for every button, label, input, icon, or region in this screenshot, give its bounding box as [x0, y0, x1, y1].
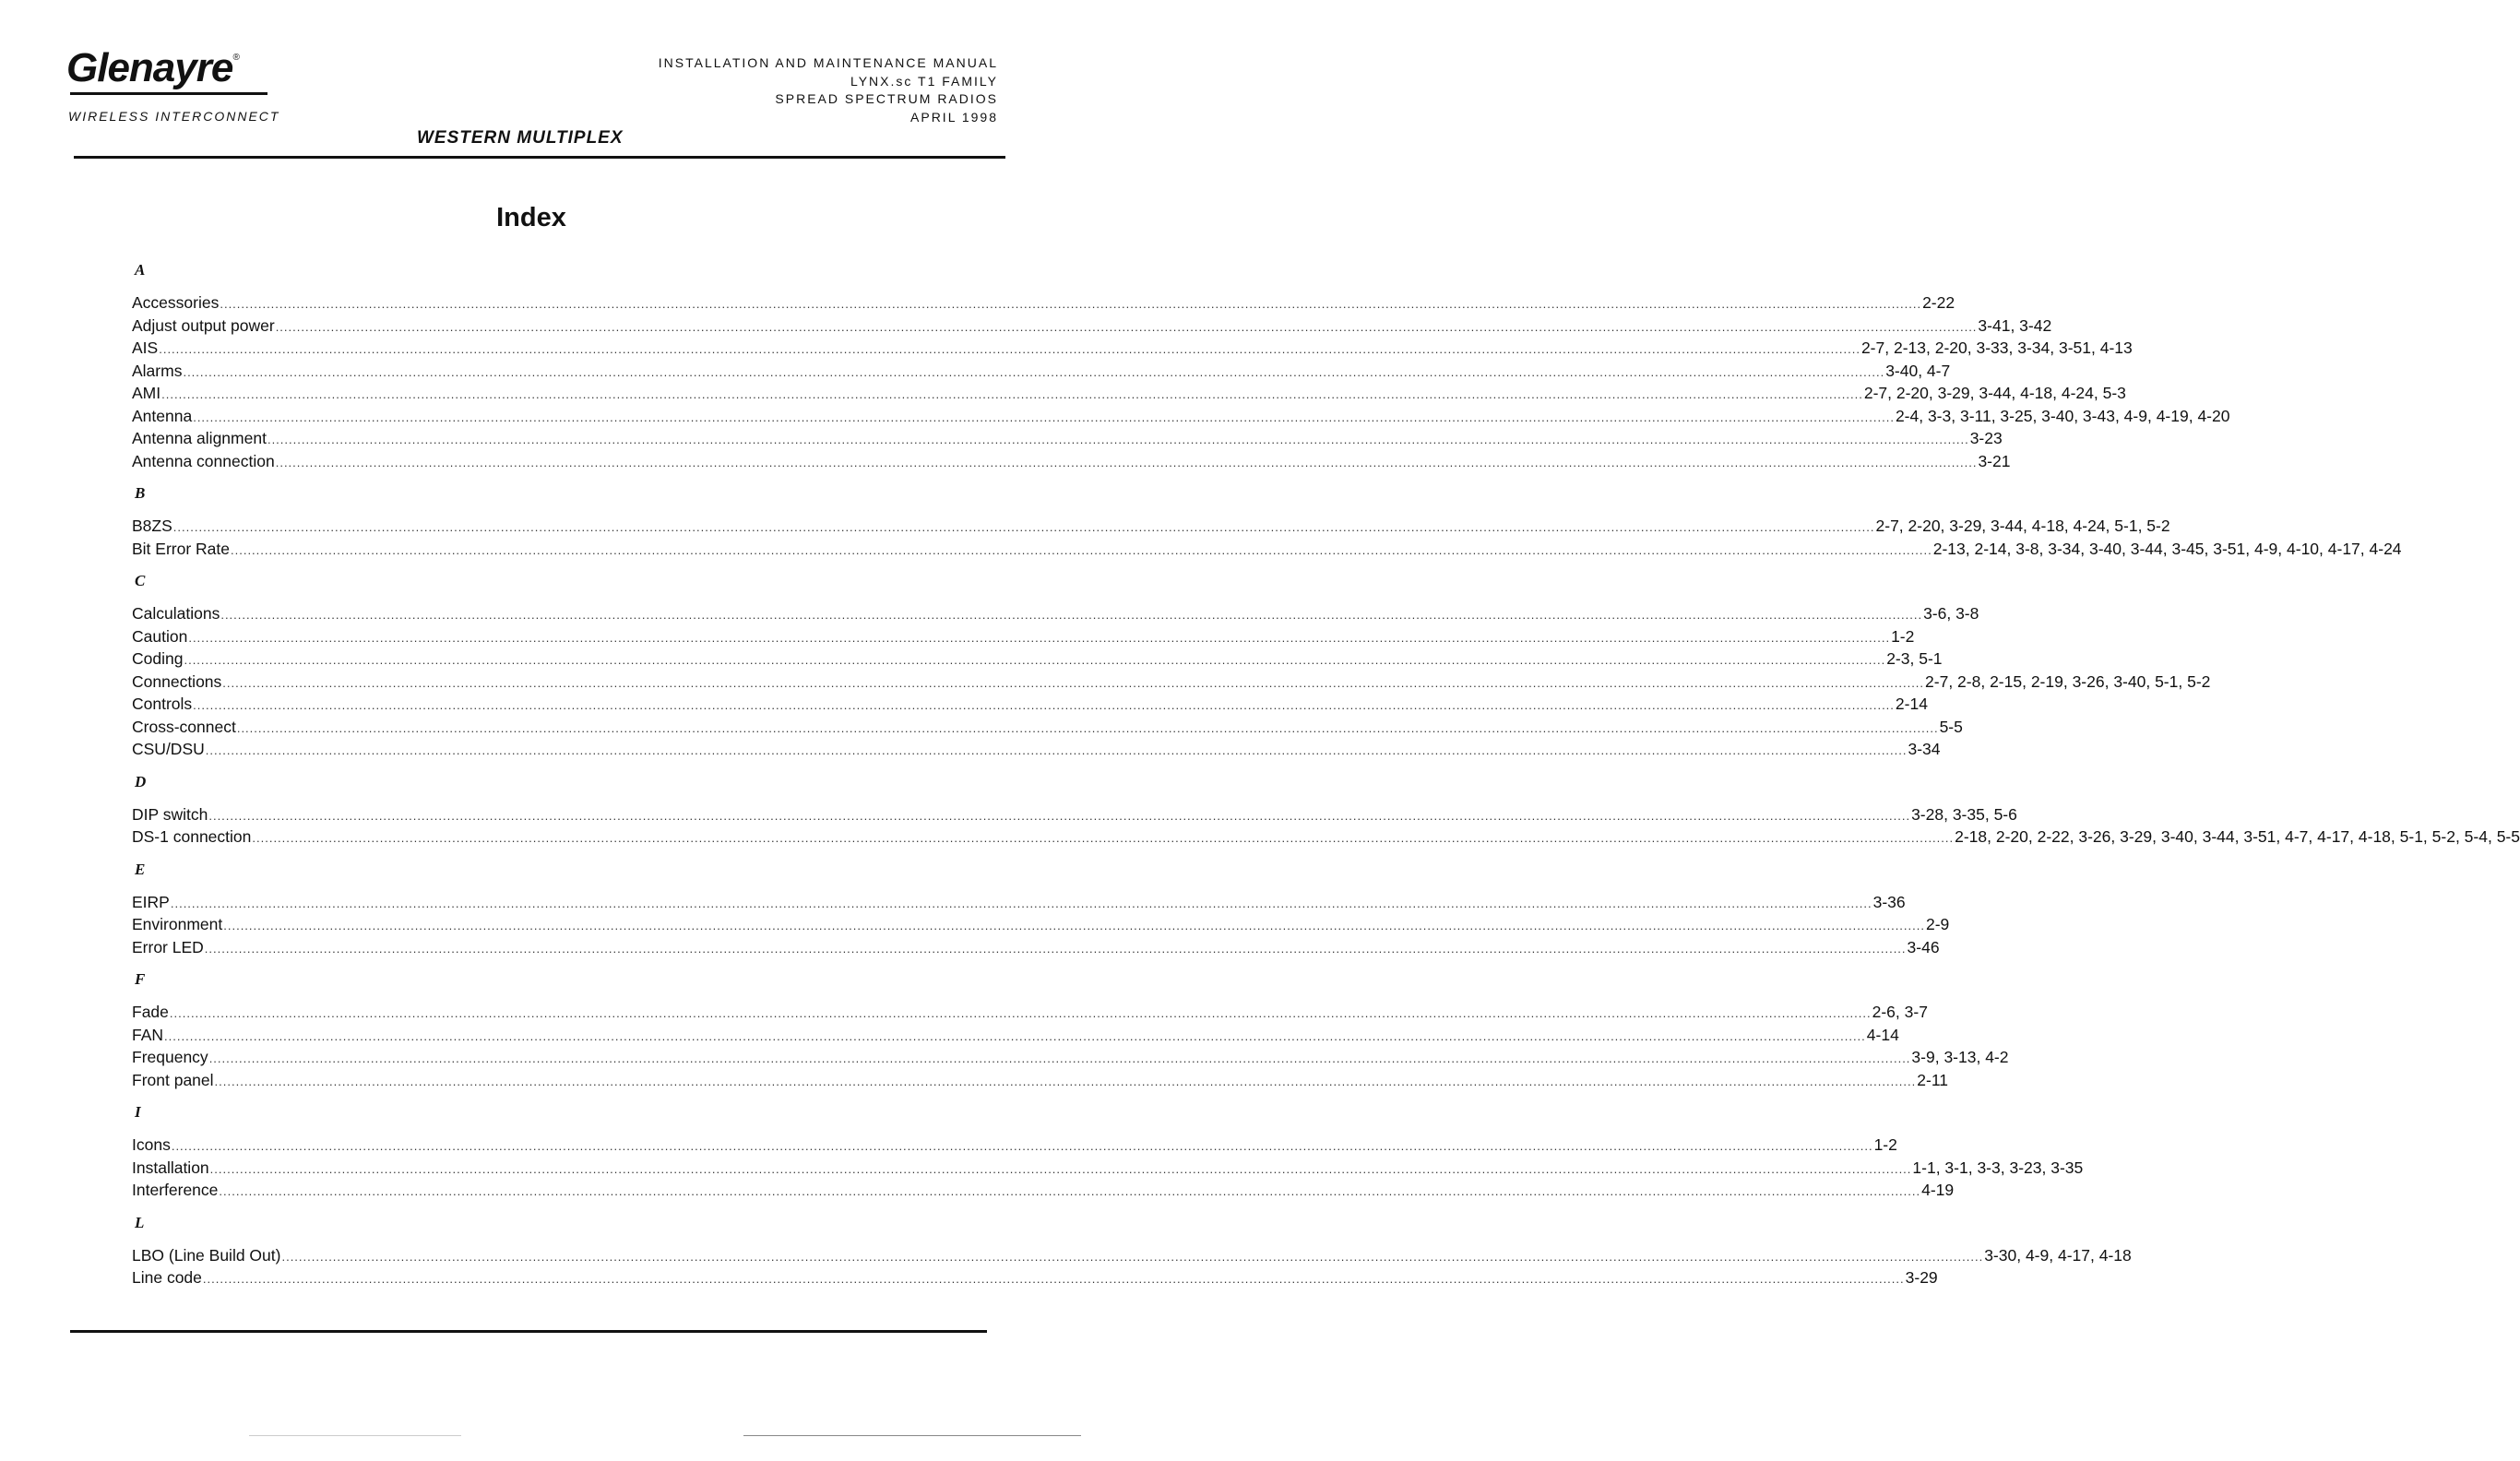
index-entry [132, 826, 2520, 849]
page-references: 3-30, 4-9, 4-17, 4-18 [1984, 1245, 2132, 1265]
index-entry [132, 1001, 1928, 1024]
index-entry [132, 647, 1943, 671]
section-letter: B [135, 484, 146, 502]
index-term: Controls [132, 695, 193, 713]
index-entry [132, 625, 1915, 648]
index-term: Coding [132, 649, 184, 668]
index-entry [132, 1046, 2009, 1069]
index-term: Bit Error Rate [132, 539, 230, 558]
dot-leader: ................................................................................................................................................................................................................................................................................................................................................................................................................ [208, 1051, 1911, 1065]
index-section [132, 1211, 2132, 1289]
index-term: Fade [132, 1003, 169, 1021]
page-references: 3-23 [1969, 429, 2003, 447]
page-references: 4-14 [1866, 1025, 1899, 1044]
division-name: WESTERN MULTIPLEX [417, 128, 624, 148]
index-term: Cross-connect [132, 717, 236, 736]
index-entry [132, 405, 2230, 428]
dot-leader: ................................................................................................................................................................................................................................................................................................................................................................................................................ [170, 896, 1872, 910]
index-term: Environment [132, 915, 223, 933]
index-list [132, 258, 2520, 1299]
index-term: Installation [132, 1158, 209, 1177]
dot-leader: ................................................................................................................................................................................................................................................................................................................................................................................................................ [267, 433, 1969, 446]
index-term: Interference [132, 1181, 219, 1199]
index-term: Adjust output power [132, 315, 275, 335]
index-entry [132, 1244, 2132, 1267]
page-references: 3-41, 3-42 [1978, 315, 2052, 335]
manual-info [659, 54, 998, 126]
page-references: 2-7, 2-8, 2-15, 2-19, 3-26, 3-40, 5-1, 5-2 [1925, 671, 2211, 691]
page-references: 3-46 [1907, 937, 1940, 956]
page-references: 2-3, 5-1 [1886, 649, 1943, 668]
index-section [132, 258, 2230, 472]
page-references: 2-7, 2-20, 3-29, 3-44, 4-18, 4-24, 5-3 [1863, 384, 2126, 402]
index-term: DIP switch [132, 804, 208, 824]
index-entry [132, 515, 2170, 538]
index-entry [132, 1179, 1955, 1202]
section-letter: E [135, 860, 146, 878]
page-references: 3-6, 3-8 [1923, 604, 1979, 623]
index-term: EIRP [132, 892, 170, 911]
index-section [132, 858, 1950, 959]
dot-leader: ................................................................................................................................................................................................................................................................................................................................................................................................................ [236, 720, 1939, 735]
index-entry [132, 1157, 2084, 1180]
index-entry [132, 315, 2052, 338]
dot-leader: ................................................................................................................................................................................................................................................................................................................................................................................................................ [208, 808, 1911, 823]
dot-leader: ................................................................................................................................................................................................................................................................................................................................................................................................................ [220, 297, 1922, 311]
section-letter: C [135, 572, 146, 589]
page-references: 3-34 [1908, 740, 1941, 758]
footer-rule [70, 1330, 987, 1333]
dot-leader: ................................................................................................................................................................................................................................................................................................................................................................................................................ [281, 1249, 1984, 1264]
index-term: Antenna [132, 406, 193, 425]
page-references: 2-6, 3-7 [1872, 1003, 1928, 1021]
page-title: Index [496, 203, 566, 232]
index-term: Icons [132, 1135, 171, 1154]
index-entry [132, 693, 1928, 716]
dot-leader: ................................................................................................................................................................................................................................................................................................................................................................................................................ [204, 941, 1907, 956]
index-term: AMI [132, 384, 161, 402]
index-entry [132, 538, 2402, 561]
page-references: 2-9 [1925, 915, 1950, 933]
dot-leader: ................................................................................................................................................................................................................................................................................................................................................................................................................ [184, 653, 1886, 667]
page-references: 4-19 [1921, 1181, 1955, 1199]
page-references: 3-29 [1905, 1268, 1938, 1287]
index-entry [132, 738, 1941, 761]
page-references: 2-11 [1917, 1070, 1948, 1089]
index-entry [132, 337, 2133, 360]
index-term: DS-1 connection [132, 827, 252, 846]
manual-title: INSTALLATION AND MAINTENANCE MANUAL [658, 55, 998, 70]
dot-leader: ................................................................................................................................................................................................................................................................................................................................................................................................................ [209, 1161, 1912, 1176]
index-term: Accessories [132, 293, 220, 312]
dot-leader: ................................................................................................................................................................................................................................................................................................................................................................................................................ [161, 387, 1863, 401]
index-section [132, 770, 2520, 849]
index-term: CSU/DSU [132, 740, 205, 758]
scan-artifact [743, 1435, 1081, 1436]
page-references: 2-13, 2-14, 3-8, 3-34, 3-40, 3-44, 3-45, 3-51, 4-9, 4-10, 4-17, 4-24 [1932, 539, 2402, 558]
index-entry [132, 913, 1950, 936]
dot-leader: ................................................................................................................................................................................................................................................................................................................................................................................................................ [169, 1006, 1872, 1020]
dot-leader: ................................................................................................................................................................................................................................................................................................................................................................................................................ [172, 520, 1875, 534]
dot-leader: ................................................................................................................................................................................................................................................................................................................................................................................................................ [231, 542, 1932, 557]
index-entry [132, 602, 1979, 625]
index-entry [132, 360, 1951, 383]
dot-leader: ................................................................................................................................................................................................................................................................................................................................................................................................................ [164, 1028, 1866, 1043]
index-term: LBO (Line Build Out) [132, 1245, 281, 1265]
dot-leader: ................................................................................................................................................................................................................................................................................................................................................................................................................ [202, 1272, 1905, 1286]
header-rule [74, 156, 1005, 159]
index-section [132, 481, 2402, 560]
page-references: 2-7, 2-13, 2-20, 3-33, 3-34, 3-51, 4-13 [1860, 339, 2133, 357]
company-logo [66, 45, 239, 90]
index-term: B8ZS [132, 517, 172, 535]
dot-leader: ................................................................................................................................................................................................................................................................................................................................................................................................................ [223, 919, 1925, 932]
dot-leader: ................................................................................................................................................................................................................................................................................................................................................................................................................ [205, 743, 1908, 757]
index-entry [132, 450, 2011, 473]
dot-leader: ................................................................................................................................................................................................................................................................................................................................................................................................................ [252, 831, 1955, 845]
product-family: LYNX.sc T1 FAMILY [850, 73, 998, 89]
index-term: Connections [132, 671, 222, 691]
dot-leader: ................................................................................................................................................................................................................................................................................................................................................................................................................ [275, 455, 1978, 469]
index-entry [132, 803, 2017, 826]
index-section [132, 569, 2211, 761]
index-term: Alarms [132, 361, 183, 380]
scan-artifact [249, 1435, 461, 1436]
index-entry [132, 427, 2003, 450]
index-entry [132, 936, 1940, 959]
index-term: Antenna alignment [132, 429, 267, 447]
index-entry [132, 1024, 1899, 1047]
index-entry [132, 291, 1955, 315]
page-references: 3-9, 3-13, 4-2 [1911, 1048, 2009, 1066]
dot-leader: ................................................................................................................................................................................................................................................................................................................................................................................................................ [188, 630, 1891, 645]
index-entry [132, 382, 2126, 405]
page-references: 2-18, 2-20, 2-22, 3-26, 3-29, 3-40, 3-44, 3-51, 4-7, 4-17, 4-18, 5-1, 5-2, 5-4, 5-5 [1955, 827, 2520, 846]
index-term: Antenna connection [132, 451, 275, 470]
logo-text: Glenayre [66, 45, 233, 90]
dot-leader: ................................................................................................................................................................................................................................................................................................................................................................................................................ [193, 410, 1895, 424]
page-references: 2-7, 2-20, 3-29, 3-44, 4-18, 4-24, 5-1, 5-2 [1875, 517, 2170, 535]
logo-underline [70, 92, 267, 95]
page-references: 2-22 [1922, 293, 1955, 312]
page-references: 1-1, 3-1, 3-3, 3-23, 3-35 [1912, 1158, 2084, 1177]
index-section [132, 968, 2009, 1091]
publication-date: APRIL 1998 [910, 109, 998, 125]
page-references: 2-14 [1895, 695, 1928, 713]
index-entry [132, 671, 2211, 694]
page-references: 3-21 [1978, 451, 2011, 470]
index-entry [132, 1266, 1938, 1289]
section-letter: D [135, 772, 147, 790]
dot-leader: ................................................................................................................................................................................................................................................................................................................................................................................................................ [219, 1184, 1921, 1198]
index-term: Calculations [132, 604, 220, 623]
registered-mark: ® [232, 53, 239, 63]
page-references: 3-40, 4-7 [1885, 361, 1951, 380]
section-letter: A [135, 261, 146, 279]
section-letter: L [135, 1213, 145, 1231]
dot-leader: ................................................................................................................................................................................................................................................................................................................................................................................................................ [222, 675, 1925, 690]
dot-leader: ................................................................................................................................................................................................................................................................................................................................................................................................................ [275, 319, 1978, 334]
index-entry [132, 1134, 1897, 1157]
index-term: Line code [132, 1268, 202, 1287]
page-references: 2-4, 3-3, 3-11, 3-25, 3-40, 3-43, 4-9, 4-19, 4-20 [1895, 406, 2230, 425]
index-term: AIS [132, 339, 159, 357]
page-references: 1-2 [1891, 626, 1915, 646]
dot-leader: ................................................................................................................................................................................................................................................................................................................................................................................................................ [214, 1074, 1917, 1088]
company-tagline: WIRELESS INTERCONNECT [68, 109, 280, 124]
page-references: 1-2 [1873, 1135, 1897, 1154]
section-letter: I [135, 1103, 141, 1121]
section-letter: F [135, 970, 146, 988]
dot-leader: ................................................................................................................................................................................................................................................................................................................................................................................................................ [220, 608, 1923, 622]
product-type: SPREAD SPECTRUM RADIOS [775, 91, 998, 106]
page-references: 3-28, 3-35, 5-6 [1911, 804, 2017, 824]
index-entry [132, 716, 1963, 739]
index-term: Error LED [132, 937, 204, 956]
index-term: FAN [132, 1025, 164, 1044]
page-references: 3-36 [1872, 892, 1906, 911]
dot-leader: ................................................................................................................................................................................................................................................................................................................................................................................................................ [183, 364, 1885, 379]
page-references: 5-5 [1939, 717, 1963, 736]
index-term: Front panel [132, 1070, 214, 1089]
dot-leader: ................................................................................................................................................................................................................................................................................................................................................................................................................ [159, 342, 1860, 356]
index-entry [132, 1069, 1948, 1092]
dot-leader: ................................................................................................................................................................................................................................................................................................................................................................................................................ [193, 698, 1895, 712]
index-section [132, 1100, 2084, 1202]
dot-leader: ................................................................................................................................................................................................................................................................................................................................................................................................................ [171, 1139, 1873, 1153]
index-term: Caution [132, 626, 188, 646]
index-entry [132, 891, 1906, 914]
index-term: Frequency [132, 1048, 208, 1066]
